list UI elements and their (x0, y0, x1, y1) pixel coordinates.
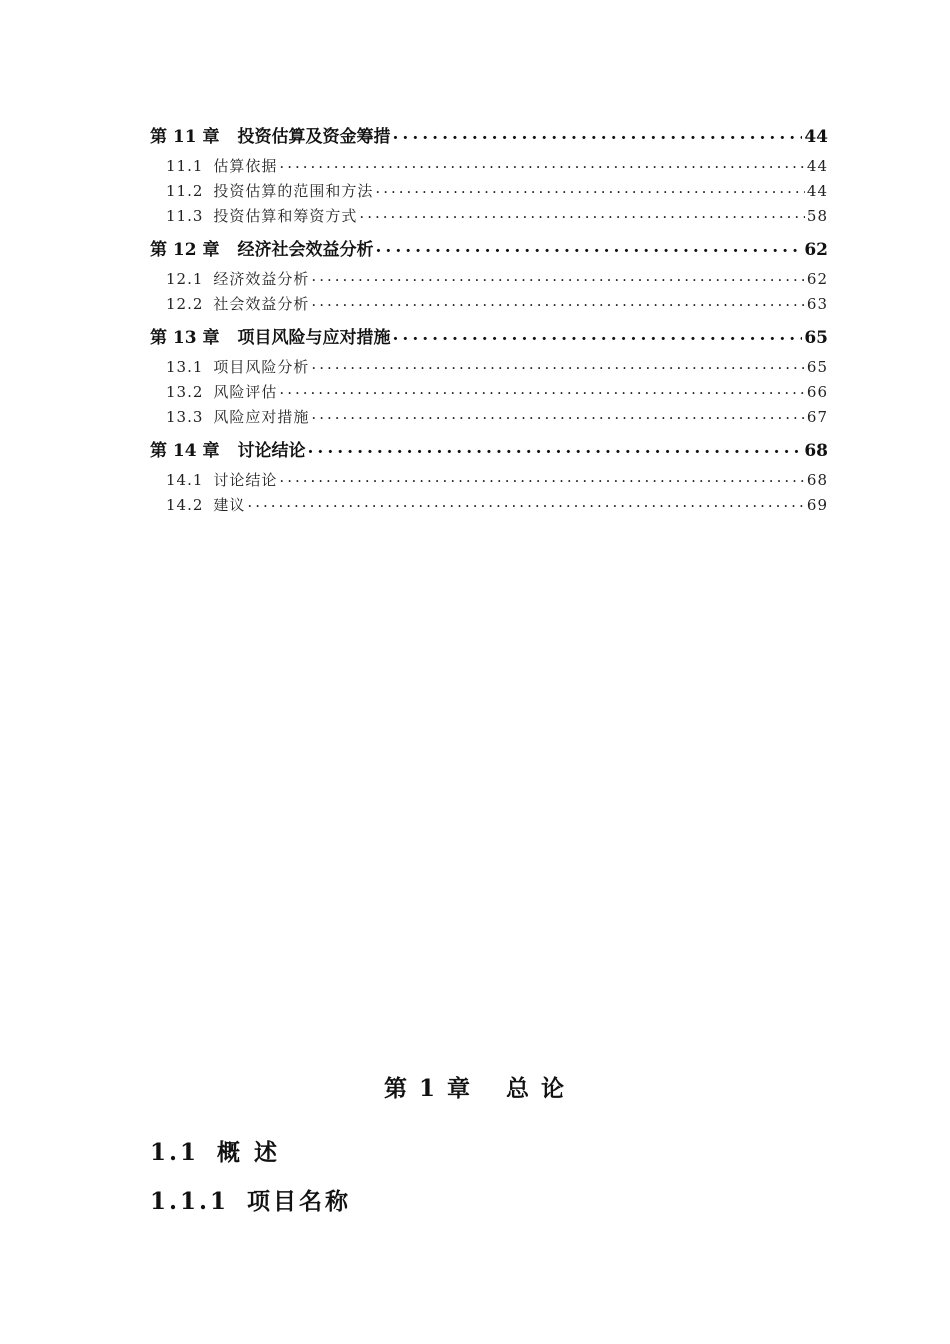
toc-entry-title: 投资估算和筹资方式 (213, 207, 358, 225)
toc-entry-page: 44 (806, 182, 828, 200)
toc-entry-page: 66 (806, 383, 828, 401)
toc-entry-chapter-14[interactable] (150, 438, 828, 464)
toc-entry-number: 11.1 (166, 157, 204, 175)
toc-dot-leader (393, 121, 803, 147)
toc-entry-page: 65 (804, 328, 828, 348)
chapter-heading (0, 1070, 950, 1103)
toc-entry-number: 第 11 章 (150, 127, 220, 147)
toc-dot-leader (393, 322, 803, 348)
toc-entry-page: 44 (806, 157, 828, 175)
toc-entry-title: 经济社会效益分析 (237, 240, 374, 260)
toc-dot-leader (311, 264, 804, 289)
toc-entry-page: 63 (806, 295, 828, 313)
toc-entry-title: 建议 (213, 496, 246, 514)
toc-entry-title: 投资估算的范围和方法 (213, 182, 374, 200)
toc-entry-title: 讨论结论 (213, 471, 278, 489)
toc-dot-leader (376, 234, 803, 260)
toc-dot-leader (247, 490, 804, 515)
section-heading (150, 1134, 280, 1167)
toc-entry-section-12-2[interactable] (150, 292, 828, 317)
toc-entry-section-14-2[interactable] (150, 493, 828, 518)
toc-entry-page: 68 (806, 471, 828, 489)
toc-dot-leader (359, 201, 804, 226)
subsection-title: 项目名称 (247, 1188, 352, 1215)
toc-entry-page: 68 (804, 441, 828, 461)
toc-entry-title: 经济效益分析 (213, 270, 310, 288)
toc-entry-title: 讨论结论 (237, 441, 306, 461)
toc-entry-number: 第 13 章 (150, 328, 220, 348)
toc-entry-title: 投资估算及资金筹措 (237, 127, 391, 147)
toc-entry-page: 44 (804, 127, 828, 147)
toc-dot-leader (375, 176, 804, 201)
toc-entry-section-11-3[interactable] (150, 204, 828, 229)
toc-entry-number: 12.1 (166, 270, 204, 288)
section-number: 1.1 (150, 1139, 200, 1166)
toc-dot-leader (279, 151, 804, 176)
toc-dot-leader (311, 402, 804, 427)
toc-entry-chapter-11[interactable] (150, 124, 828, 150)
toc-entry-title: 社会效益分析 (213, 295, 310, 313)
toc-entry-page: 67 (806, 408, 828, 426)
toc-entry-chapter-12[interactable] (150, 237, 828, 263)
toc-entry-number: 第 12 章 (150, 240, 220, 260)
chapter-number: 第 1 章 (383, 1075, 472, 1102)
subsection-number: 1.1.1 (150, 1188, 230, 1215)
subsection-heading (150, 1183, 351, 1216)
toc-entry-title: 估算依据 (213, 157, 278, 175)
toc-entry-number: 13.2 (166, 383, 204, 401)
toc-entry-number: 13.3 (166, 408, 204, 426)
toc-entry-page: 69 (806, 496, 828, 514)
toc-dot-leader (279, 465, 804, 490)
toc-entry-number: 第 14 章 (150, 441, 220, 461)
table-of-contents (150, 124, 828, 518)
toc-entry-title: 风险应对措施 (213, 408, 310, 426)
toc-dot-leader (279, 377, 804, 402)
toc-entry-number: 11.2 (166, 182, 204, 200)
toc-entry-title: 项目风险分析 (213, 358, 310, 376)
toc-entry-chapter-13[interactable] (150, 325, 828, 351)
toc-dot-leader (308, 435, 803, 461)
toc-entry-number: 11.3 (166, 207, 204, 225)
toc-entry-title: 项目风险与应对措施 (237, 328, 391, 348)
toc-entry-page: 65 (806, 358, 828, 376)
toc-entry-section-13-3[interactable] (150, 405, 828, 430)
toc-dot-leader (311, 352, 804, 377)
toc-entry-number: 12.2 (166, 295, 204, 313)
toc-entry-title: 风险评估 (213, 383, 278, 401)
toc-entry-number: 13.1 (166, 358, 204, 376)
toc-entry-number: 14.2 (166, 496, 204, 514)
section-title: 概 述 (217, 1139, 281, 1166)
toc-dot-leader (311, 289, 804, 314)
chapter-title: 总 论 (506, 1075, 567, 1102)
toc-entry-number: 14.1 (166, 471, 204, 489)
toc-entry-page: 62 (806, 270, 828, 288)
toc-entry-page: 58 (806, 207, 828, 225)
toc-entry-page: 62 (804, 240, 828, 260)
